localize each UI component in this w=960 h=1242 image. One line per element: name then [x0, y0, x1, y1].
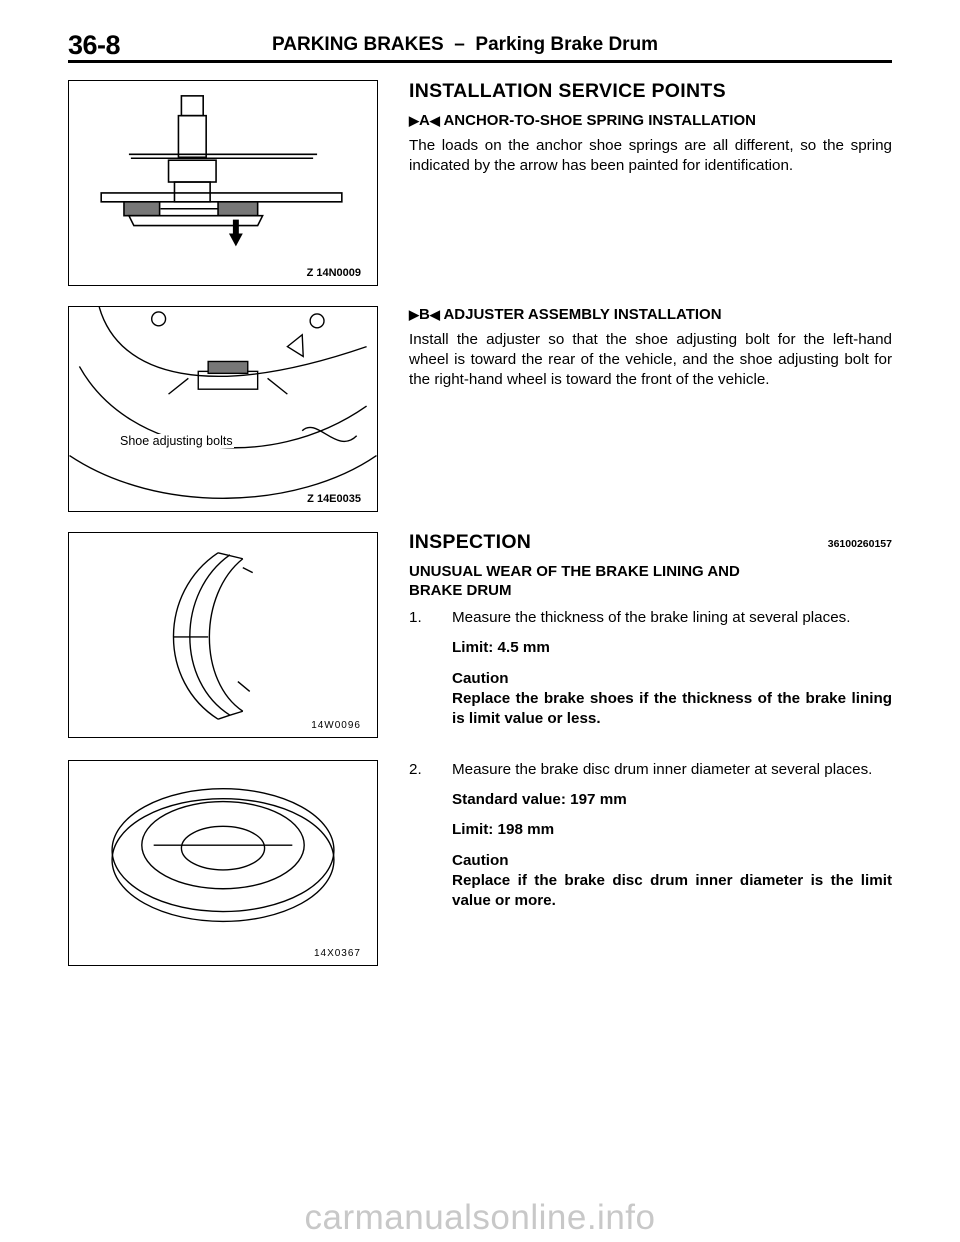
right-triangle-icon: ▶	[409, 113, 419, 128]
item-2-caution-label: Caution	[452, 852, 509, 869]
figure-code: Z 14N0009	[306, 267, 361, 279]
right-triangle-icon: ▶	[409, 307, 419, 322]
brake-drum-drawing	[69, 761, 377, 965]
section-b-title	[409, 305, 892, 324]
left-triangle-icon: ◀	[429, 307, 440, 322]
item-number: 1.	[409, 609, 422, 626]
section-a-body: The loads on the anchor shoe springs are all different, so the spring indicated by the arrow has been painted for identification.	[409, 137, 892, 174]
header-rule	[68, 60, 892, 63]
item-2-standard: Standard value: 197 mm	[452, 791, 627, 808]
section-a-title-text: ANCHOR-TO-SHOE SPRING INSTALLATION	[443, 112, 756, 129]
marker-b: B	[419, 306, 430, 323]
inspection-subheading	[409, 562, 892, 600]
left-triangle-icon: ◀	[429, 113, 440, 128]
figure-brake-drum	[68, 760, 378, 966]
figure-adjuster	[68, 306, 378, 512]
section-b-body: Install the adjuster so that the shoe adjusting bolt for the left-hand wheel is toward the rear of the vehicle, and the shoe adjusting bolt for the right-hand wheel is toward the front of the vehicle.	[409, 331, 892, 388]
page-title: PARKING BRAKES – Parking Brake Drum	[272, 34, 659, 55]
installation-heading: INSTALLATION SERVICE POINTS	[409, 80, 726, 102]
figure-brake-shoe	[68, 532, 378, 738]
subheading-line-2: BRAKE DRUM	[409, 582, 512, 599]
item-text: Measure the thickness of the brake lining at several places.	[452, 609, 851, 626]
item-1-limit: Limit: 4.5 mm	[452, 639, 550, 656]
inspection-item-2	[409, 760, 892, 780]
figure-code: 14W0096	[311, 720, 361, 731]
anchor-spring-drawing	[69, 81, 377, 285]
figure-code: Z 14E0035	[307, 493, 361, 505]
subheading-line-1: UNUSUAL WEAR OF THE BRAKE LINING AND	[409, 563, 740, 580]
item-1-caution-text: Replace the brake shoes if the thickness of the brake lining is limit value or less.	[452, 690, 892, 727]
item-text: Measure the brake disc drum inner diameter at several places.	[452, 761, 873, 778]
adjuster-section	[409, 305, 892, 390]
item-2-limit: Limit: 198 mm	[452, 821, 555, 838]
inspection-code: 36100260157	[827, 538, 892, 550]
marker-a: A	[419, 112, 430, 129]
section-a-title	[409, 111, 892, 130]
brake-shoe-drawing	[69, 533, 377, 737]
item-1-caution-label: Caution	[452, 670, 509, 687]
inspection-heading: INSPECTION	[409, 531, 532, 553]
shoe-adjusting-bolts-callout: Shoe adjusting bolts	[120, 434, 233, 448]
figure-code: 14X0367	[313, 948, 361, 959]
figure-anchor-spring	[68, 80, 378, 286]
inspection-item-1	[409, 608, 892, 628]
watermark: carmanualsonline.info	[304, 1198, 656, 1237]
section-b-title-text: ADJUSTER ASSEMBLY INSTALLATION	[443, 306, 722, 323]
item-2-caution-text: Replace if the brake disc drum inner diameter is the limit value or more.	[452, 872, 892, 909]
installation-section	[409, 80, 892, 176]
inspection-section	[409, 531, 892, 729]
inspection-item-2-block	[409, 760, 892, 911]
page-number: 36-8	[68, 30, 121, 60]
item-number: 2.	[409, 761, 422, 778]
adjuster-drawing	[69, 307, 377, 511]
